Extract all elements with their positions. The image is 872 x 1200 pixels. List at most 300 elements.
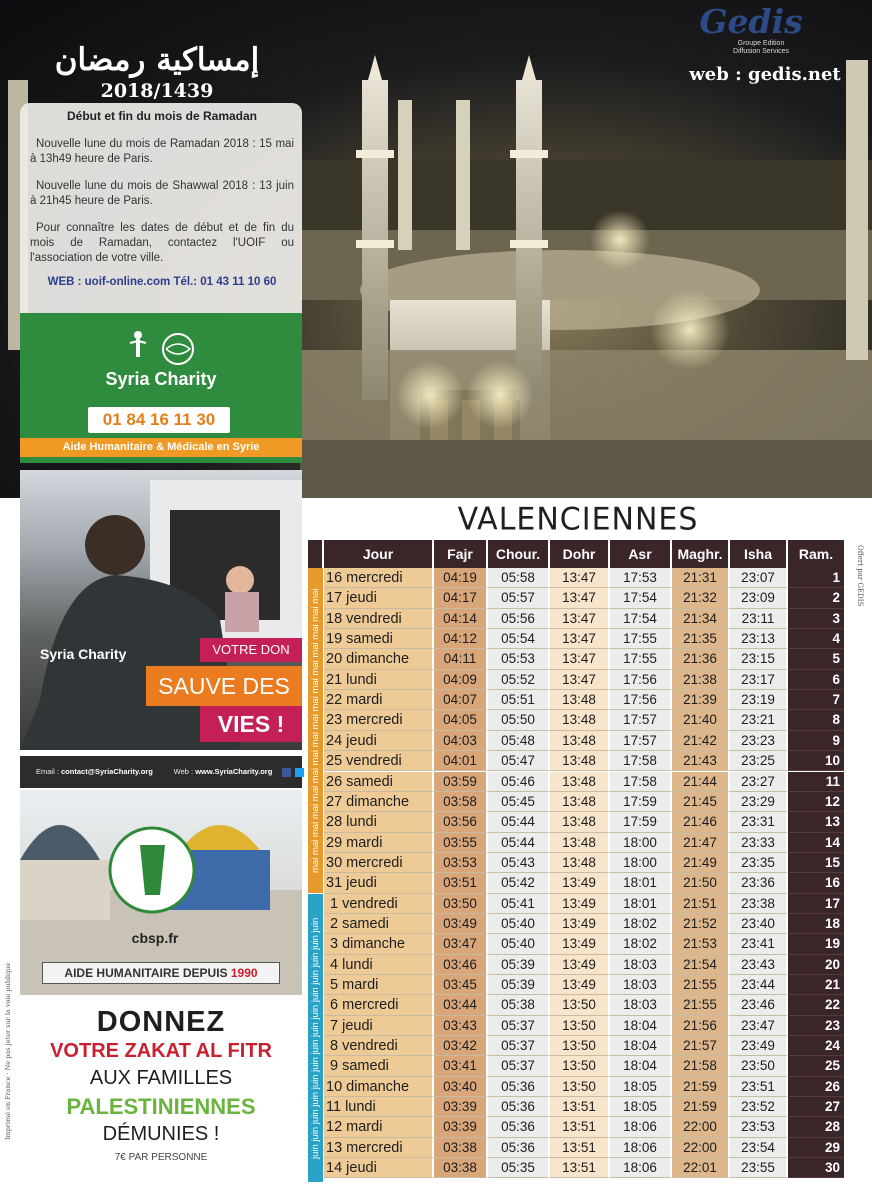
cell-chourouk: 05:56 (488, 609, 550, 629)
syria-charity-ad (20, 313, 302, 463)
cell-chourouk: 05:40 (488, 914, 550, 934)
cell-isha: 23:43 (730, 955, 788, 975)
cbsp-aide-year: 1990 (230, 966, 258, 980)
print-notice: Imprimé en France · Ne pas jeter sur la voie publique (4, 962, 12, 1140)
cell-day: 5 mardi (324, 975, 434, 995)
cell-fajr: 03:53 (434, 853, 488, 873)
cell-day: 16 mercredi (324, 568, 434, 588)
donation-photo-ad (20, 470, 302, 750)
cell-ramadan-day: 6 (788, 670, 844, 690)
cell-isha: 23:23 (730, 731, 788, 751)
cell-maghreb: 21:54 (672, 955, 730, 975)
cell-isha: 23:55 (730, 1158, 788, 1178)
cell-maghreb: 21:43 (672, 751, 730, 771)
cell-maghreb: 22:00 (672, 1138, 730, 1158)
cell-fajr: 04:05 (434, 710, 488, 730)
cell-chourouk: 05:41 (488, 894, 550, 914)
cell-ramadan-day: 19 (788, 934, 844, 954)
table-row (308, 670, 844, 690)
cell-ramadan-day: 4 (788, 629, 844, 649)
gedis-subtitle (716, 40, 806, 56)
cell-isha: 23:47 (730, 1016, 788, 1036)
cell-day: 4 lundi (324, 955, 434, 975)
cell-fajr: 03:38 (434, 1138, 488, 1158)
cbsp-aide (42, 962, 280, 984)
cell-asr: 18:01 (610, 894, 672, 914)
cell-dohr: 13:50 (550, 1036, 610, 1056)
cell-isha: 23:53 (730, 1117, 788, 1137)
cell-ramadan-day: 22 (788, 995, 844, 1015)
cell-maghreb: 21:36 (672, 649, 730, 669)
cell-day: 8 vendredi (324, 1036, 434, 1056)
cell-maghreb: 21:45 (672, 792, 730, 812)
cell-fajr: 03:39 (434, 1097, 488, 1117)
offered-by-notice: Offert par GEDIS (856, 545, 864, 607)
cell-chourouk: 05:37 (488, 1016, 550, 1036)
cell-ramadan-day: 25 (788, 1056, 844, 1076)
city-title: VALENCIENNES (457, 501, 699, 538)
cell-asr: 17:57 (610, 731, 672, 751)
cell-asr: 18:00 (610, 853, 672, 873)
cell-maghreb: 22:00 (672, 1117, 730, 1137)
cell-fajr: 03:58 (434, 792, 488, 812)
cell-chourouk: 05:48 (488, 731, 550, 751)
gedis-logo: Gedis (699, 2, 803, 41)
cell-isha: 23:27 (730, 772, 788, 792)
cell-day: 6 mercredi (324, 995, 434, 1015)
cell-ramadan-day: 10 (788, 751, 844, 771)
cell-isha: 23:09 (730, 588, 788, 608)
cell-fajr: 04:14 (434, 609, 488, 629)
cell-day: 28 lundi (324, 812, 434, 832)
cell-chourouk: 05:37 (488, 1036, 550, 1056)
cell-maghreb: 21:59 (672, 1077, 730, 1097)
cell-maghreb: 21:34 (672, 609, 730, 629)
cell-asr: 18:04 (610, 1016, 672, 1036)
table-row (308, 1056, 844, 1076)
cell-maghreb: 21:40 (672, 710, 730, 730)
cell-dohr: 13:50 (550, 1077, 610, 1097)
table-row (308, 975, 844, 995)
cbsp-zakat: ZAKAT AL FITR (124, 1040, 272, 1062)
cell-maghreb: 21:31 (672, 568, 730, 588)
cell-maghreb: 21:51 (672, 894, 730, 914)
cell-fajr: 04:17 (434, 588, 488, 608)
cell-asr: 17:59 (610, 792, 672, 812)
cell-chourouk: 05:57 (488, 588, 550, 608)
cell-chourouk: 05:38 (488, 995, 550, 1015)
email-label: Email : (36, 767, 62, 776)
table-row (308, 568, 844, 588)
month-label-juin: juin juin juin juin juin juin juin juin juin juin juin juin juin juin (308, 894, 323, 1182)
cell-day: 22 mardi (324, 690, 434, 710)
header-chourouk: Chour. (488, 540, 550, 568)
cell-ramadan-day: 2 (788, 588, 844, 608)
cell-dohr: 13:47 (550, 629, 610, 649)
cell-ramadan-day: 18 (788, 914, 844, 934)
cell-dohr: 13:50 (550, 995, 610, 1015)
cell-isha: 23:40 (730, 914, 788, 934)
cell-fajr: 04:07 (434, 690, 488, 710)
table-row (308, 731, 844, 751)
cbsp-url: cbsp.fr (131, 930, 179, 946)
ramadan-info-box (20, 103, 302, 313)
cell-dohr: 13:48 (550, 772, 610, 792)
cbsp-price: 7€ PAR PERSONNE (114, 1152, 208, 1163)
cell-maghreb: 21:46 (672, 812, 730, 832)
cell-day: 29 mardi (324, 833, 434, 853)
web-label: Web : (173, 767, 196, 776)
arabic-title: إمساكية رمضان (54, 42, 260, 78)
cell-fajr: 03:56 (434, 812, 488, 832)
cell-day: 10 dimanche (324, 1077, 434, 1097)
month-label-mai: mai mai mai mai mai mai mai mai mai mai mai mai mai mai mai mai (308, 568, 323, 893)
cell-asr: 18:06 (610, 1158, 672, 1178)
cell-fajr: 04:01 (434, 751, 488, 771)
cell-fajr: 03:55 (434, 833, 488, 853)
cell-day: 24 jeudi (324, 731, 434, 751)
cell-isha: 23:13 (730, 629, 788, 649)
cell-fajr: 04:11 (434, 649, 488, 669)
cell-asr: 17:58 (610, 751, 672, 771)
dome-of-rock-photo (20, 790, 302, 995)
cell-isha: 23:31 (730, 812, 788, 832)
cbsp-votre: VOTRE (50, 1040, 125, 1062)
cell-chourouk: 05:52 (488, 670, 550, 690)
info-shawwal-moon: Nouvelle lune du mois de Shawwal 2018 : 13 juin à 21h45 heure de Paris. (30, 180, 294, 207)
cell-asr: 18:02 (610, 934, 672, 954)
table-row (308, 649, 844, 669)
cell-maghreb: 21:44 (672, 772, 730, 792)
cell-maghreb: 21:38 (672, 670, 730, 690)
cell-isha: 23:17 (730, 670, 788, 690)
cell-ramadan-day: 26 (788, 1077, 844, 1097)
table-row (308, 1158, 844, 1178)
twitter-icon (295, 768, 304, 777)
cell-dohr: 13:48 (550, 792, 610, 812)
cell-chourouk: 05:39 (488, 975, 550, 995)
cell-isha: 23:38 (730, 894, 788, 914)
cell-ramadan-day: 24 (788, 1036, 844, 1056)
cell-isha: 23:51 (730, 1077, 788, 1097)
table-row (308, 609, 844, 629)
cell-isha: 23:50 (730, 1056, 788, 1076)
cell-dohr: 13:48 (550, 731, 610, 751)
cell-day: 25 vendredi (324, 751, 434, 771)
cell-maghreb: 21:59 (672, 1097, 730, 1117)
cell-fajr: 03:46 (434, 955, 488, 975)
cell-maghreb: 21:35 (672, 629, 730, 649)
cell-maghreb: 21:53 (672, 934, 730, 954)
cell-isha: 23:46 (730, 995, 788, 1015)
header-maghreb: Maghr. (672, 540, 730, 568)
gedis-web: web : gedis.net (689, 64, 841, 85)
cell-chourouk: 05:36 (488, 1097, 550, 1117)
cell-isha: 23:41 (730, 934, 788, 954)
table-row (308, 853, 844, 873)
cell-chourouk: 05:37 (488, 1056, 550, 1076)
cell-asr: 18:05 (610, 1077, 672, 1097)
cell-asr: 17:54 (610, 588, 672, 608)
cell-dohr: 13:48 (550, 710, 610, 730)
cell-day: 17 jeudi (324, 588, 434, 608)
cell-fajr: 03:59 (434, 772, 488, 792)
cell-isha: 23:33 (730, 833, 788, 853)
cbsp-familles: AUX FAMILLES (89, 1067, 233, 1089)
table-row (308, 1117, 844, 1137)
cell-maghreb: 22:01 (672, 1158, 730, 1178)
cbsp-aide-prefix: AIDE HUMANITAIRE DEPUIS (64, 966, 231, 980)
cell-isha: 23:07 (730, 568, 788, 588)
cell-dohr: 13:47 (550, 670, 610, 690)
cell-chourouk: 05:47 (488, 751, 550, 771)
cell-chourouk: 05:46 (488, 772, 550, 792)
cell-isha: 23:21 (730, 710, 788, 730)
cell-asr: 17:58 (610, 772, 672, 792)
votre-don-label: VOTRE DON (200, 638, 302, 662)
cell-dohr: 13:49 (550, 955, 610, 975)
cell-day: 21 lundi (324, 670, 434, 690)
cell-maghreb: 21:49 (672, 853, 730, 873)
syria-charity-logo-icon (120, 327, 210, 369)
cell-day: 23 mercredi (324, 710, 434, 730)
table-row (308, 792, 844, 812)
cell-chourouk: 05:43 (488, 853, 550, 873)
cell-fajr: 03:41 (434, 1056, 488, 1076)
table-row (308, 751, 844, 771)
cell-fajr: 03:39 (434, 1117, 488, 1137)
cell-ramadan-day: 20 (788, 955, 844, 975)
cell-isha: 23:36 (730, 873, 788, 893)
cell-asr: 17:55 (610, 629, 672, 649)
cbsp-donnez: DONNEZ (96, 1006, 226, 1038)
header-ramadan-day: Ram. (788, 540, 844, 568)
cell-dohr: 13:50 (550, 1016, 610, 1036)
cell-day: 11 lundi (324, 1097, 434, 1117)
cell-day: 30 mercredi (324, 853, 434, 873)
cell-maghreb: 21:39 (672, 690, 730, 710)
cell-maghreb: 21:50 (672, 873, 730, 893)
table-row (308, 934, 844, 954)
prayer-times-table (308, 540, 844, 1182)
cell-maghreb: 21:47 (672, 833, 730, 853)
header-fajr: Fajr (434, 540, 488, 568)
cell-ramadan-day: 3 (788, 609, 844, 629)
cell-chourouk: 05:44 (488, 812, 550, 832)
table-row (308, 894, 844, 914)
cell-asr: 18:05 (610, 1097, 672, 1117)
cell-chourouk: 05:51 (488, 690, 550, 710)
header-isha: Isha (730, 540, 788, 568)
cell-chourouk: 05:36 (488, 1117, 550, 1137)
vies-label: VIES ! (200, 706, 302, 742)
table-row (308, 690, 844, 710)
cell-dohr: 13:48 (550, 751, 610, 771)
cell-day: 14 jeudi (324, 1158, 434, 1178)
syria-charity-phone: 01 84 16 11 30 (88, 407, 230, 433)
cell-maghreb: 21:32 (672, 588, 730, 608)
header-dohr: Dohr (550, 540, 610, 568)
cell-dohr: 13:48 (550, 833, 610, 853)
cell-ramadan-day: 30 (788, 1158, 844, 1178)
cbsp-palestiniennes: PALESTINIENNES (66, 1094, 256, 1119)
table-row (308, 1097, 844, 1117)
cell-isha: 23:11 (730, 609, 788, 629)
cell-asr: 18:01 (610, 873, 672, 893)
cell-chourouk: 05:54 (488, 629, 550, 649)
cell-fajr: 03:40 (434, 1077, 488, 1097)
cell-fajr: 04:09 (434, 670, 488, 690)
cell-maghreb: 21:56 (672, 1016, 730, 1036)
cell-asr: 17:53 (610, 568, 672, 588)
cell-asr: 17:56 (610, 690, 672, 710)
cell-asr: 18:00 (610, 833, 672, 853)
cell-ramadan-day: 8 (788, 710, 844, 730)
table-row (308, 1016, 844, 1036)
cell-dohr: 13:51 (550, 1097, 610, 1117)
cell-asr: 18:02 (610, 914, 672, 934)
cell-dohr: 13:49 (550, 975, 610, 995)
sauve-des-label: SAUVE DES (146, 666, 302, 706)
cell-maghreb: 21:52 (672, 914, 730, 934)
syria-charity-contact-bar (20, 756, 302, 788)
table-row (308, 772, 844, 792)
cell-dohr: 13:49 (550, 894, 610, 914)
cell-dohr: 13:48 (550, 812, 610, 832)
cell-dohr: 13:51 (550, 1158, 610, 1178)
cell-fajr: 03:42 (434, 1036, 488, 1056)
table-row (308, 588, 844, 608)
email-value: contact@SyriaCharity.org (61, 767, 153, 776)
cell-day: 9 samedi (324, 1056, 434, 1076)
cell-chourouk: 05:53 (488, 649, 550, 669)
cell-day: 27 dimanche (324, 792, 434, 812)
cell-chourouk: 05:50 (488, 710, 550, 730)
cell-day: 2 samedi (324, 914, 434, 934)
cell-isha: 23:44 (730, 975, 788, 995)
cell-ramadan-day: 13 (788, 812, 844, 832)
cell-dohr: 13:51 (550, 1117, 610, 1137)
header-asr: Asr (610, 540, 672, 568)
cell-chourouk: 05:40 (488, 934, 550, 954)
cell-fajr: 03:43 (434, 1016, 488, 1036)
cell-day: 20 dimanche (324, 649, 434, 669)
cell-dohr: 13:49 (550, 934, 610, 954)
cell-chourouk: 05:36 (488, 1138, 550, 1158)
cell-fajr: 04:19 (434, 568, 488, 588)
cell-day: 13 mercredi (324, 1138, 434, 1158)
cell-asr: 18:03 (610, 955, 672, 975)
table-row (308, 955, 844, 975)
cell-asr: 18:03 (610, 995, 672, 1015)
cell-ramadan-day: 17 (788, 894, 844, 914)
syria-charity-small-logo: Syria Charity (40, 646, 127, 662)
web-value: www.SyriaCharity.org (195, 767, 273, 776)
cell-chourouk: 05:42 (488, 873, 550, 893)
cell-isha: 23:29 (730, 792, 788, 812)
table-row (308, 1036, 844, 1056)
cell-dohr: 13:47 (550, 588, 610, 608)
cell-maghreb: 21:55 (672, 995, 730, 1015)
cell-ramadan-day: 7 (788, 690, 844, 710)
table-row (308, 629, 844, 649)
cell-isha: 23:54 (730, 1138, 788, 1158)
header-jour: Jour (324, 540, 434, 568)
cell-dohr: 13:51 (550, 1138, 610, 1158)
table-row (308, 1138, 844, 1158)
cell-day: 12 mardi (324, 1117, 434, 1137)
cell-isha: 23:25 (730, 751, 788, 771)
cell-fajr: 03:38 (434, 1158, 488, 1178)
info-contact: Pour connaître les dates de début et de fin du mois de Ramadan, contactez l'UOIF ou l'association de votre ville. (30, 222, 294, 264)
cell-ramadan-day: 12 (788, 792, 844, 812)
cell-asr: 17:57 (610, 710, 672, 730)
cell-dohr: 13:48 (550, 690, 610, 710)
cell-isha: 23:52 (730, 1097, 788, 1117)
cell-asr: 18:04 (610, 1036, 672, 1056)
cell-isha: 23:35 (730, 853, 788, 873)
cell-chourouk: 05:35 (488, 1158, 550, 1178)
cell-day: 1 vendredi (324, 894, 434, 914)
cell-chourouk: 05:44 (488, 833, 550, 853)
table-row (308, 833, 844, 853)
cbsp-zakat-line (20, 1040, 302, 1063)
cell-asr: 17:55 (610, 649, 672, 669)
cell-ramadan-day: 27 (788, 1097, 844, 1117)
cell-fajr: 04:03 (434, 731, 488, 751)
cell-maghreb: 21:58 (672, 1056, 730, 1076)
cell-ramadan-day: 16 (788, 873, 844, 893)
cell-dohr: 13:48 (550, 853, 610, 873)
cell-ramadan-day: 21 (788, 975, 844, 995)
syria-charity-tagline: Aide Humanitaire & Médicale en Syrie (20, 438, 302, 457)
cell-asr: 18:04 (610, 1056, 672, 1076)
info-web-phone: WEB : uoif-online.com Tél.: 01 43 11 10 60 (47, 276, 277, 288)
cell-maghreb: 21:57 (672, 1036, 730, 1056)
cell-dohr: 13:49 (550, 914, 610, 934)
info-title: Début et fin du mois de Ramadan (66, 109, 258, 123)
table-row (308, 1077, 844, 1097)
cell-asr: 18:06 (610, 1138, 672, 1158)
cell-chourouk: 05:36 (488, 1077, 550, 1097)
cell-fajr: 03:49 (434, 914, 488, 934)
cell-fajr: 04:12 (434, 629, 488, 649)
header-month-spacer (308, 540, 324, 568)
cbsp-demunies: DÉMUNIES ! (102, 1123, 220, 1145)
cell-fajr: 03:47 (434, 934, 488, 954)
cell-day: 3 dimanche (324, 934, 434, 954)
cbsp-ad (20, 790, 302, 1195)
cell-day: 19 samedi (324, 629, 434, 649)
cell-asr: 17:56 (610, 670, 672, 690)
table-row (308, 995, 844, 1015)
cell-isha: 23:19 (730, 690, 788, 710)
cell-dohr: 13:49 (550, 873, 610, 893)
cell-ramadan-day: 29 (788, 1138, 844, 1158)
cell-dohr: 13:47 (550, 609, 610, 629)
cell-fajr: 03:51 (434, 873, 488, 893)
table-row (308, 914, 844, 934)
cell-dohr: 13:47 (550, 568, 610, 588)
cell-fajr: 03:44 (434, 995, 488, 1015)
cell-isha: 23:15 (730, 649, 788, 669)
table-row (308, 812, 844, 832)
cell-asr: 18:06 (610, 1117, 672, 1137)
table-row (308, 710, 844, 730)
year-title: 2018/1439 (100, 80, 214, 102)
cell-day: 7 jeudi (324, 1016, 434, 1036)
cell-ramadan-day: 9 (788, 731, 844, 751)
